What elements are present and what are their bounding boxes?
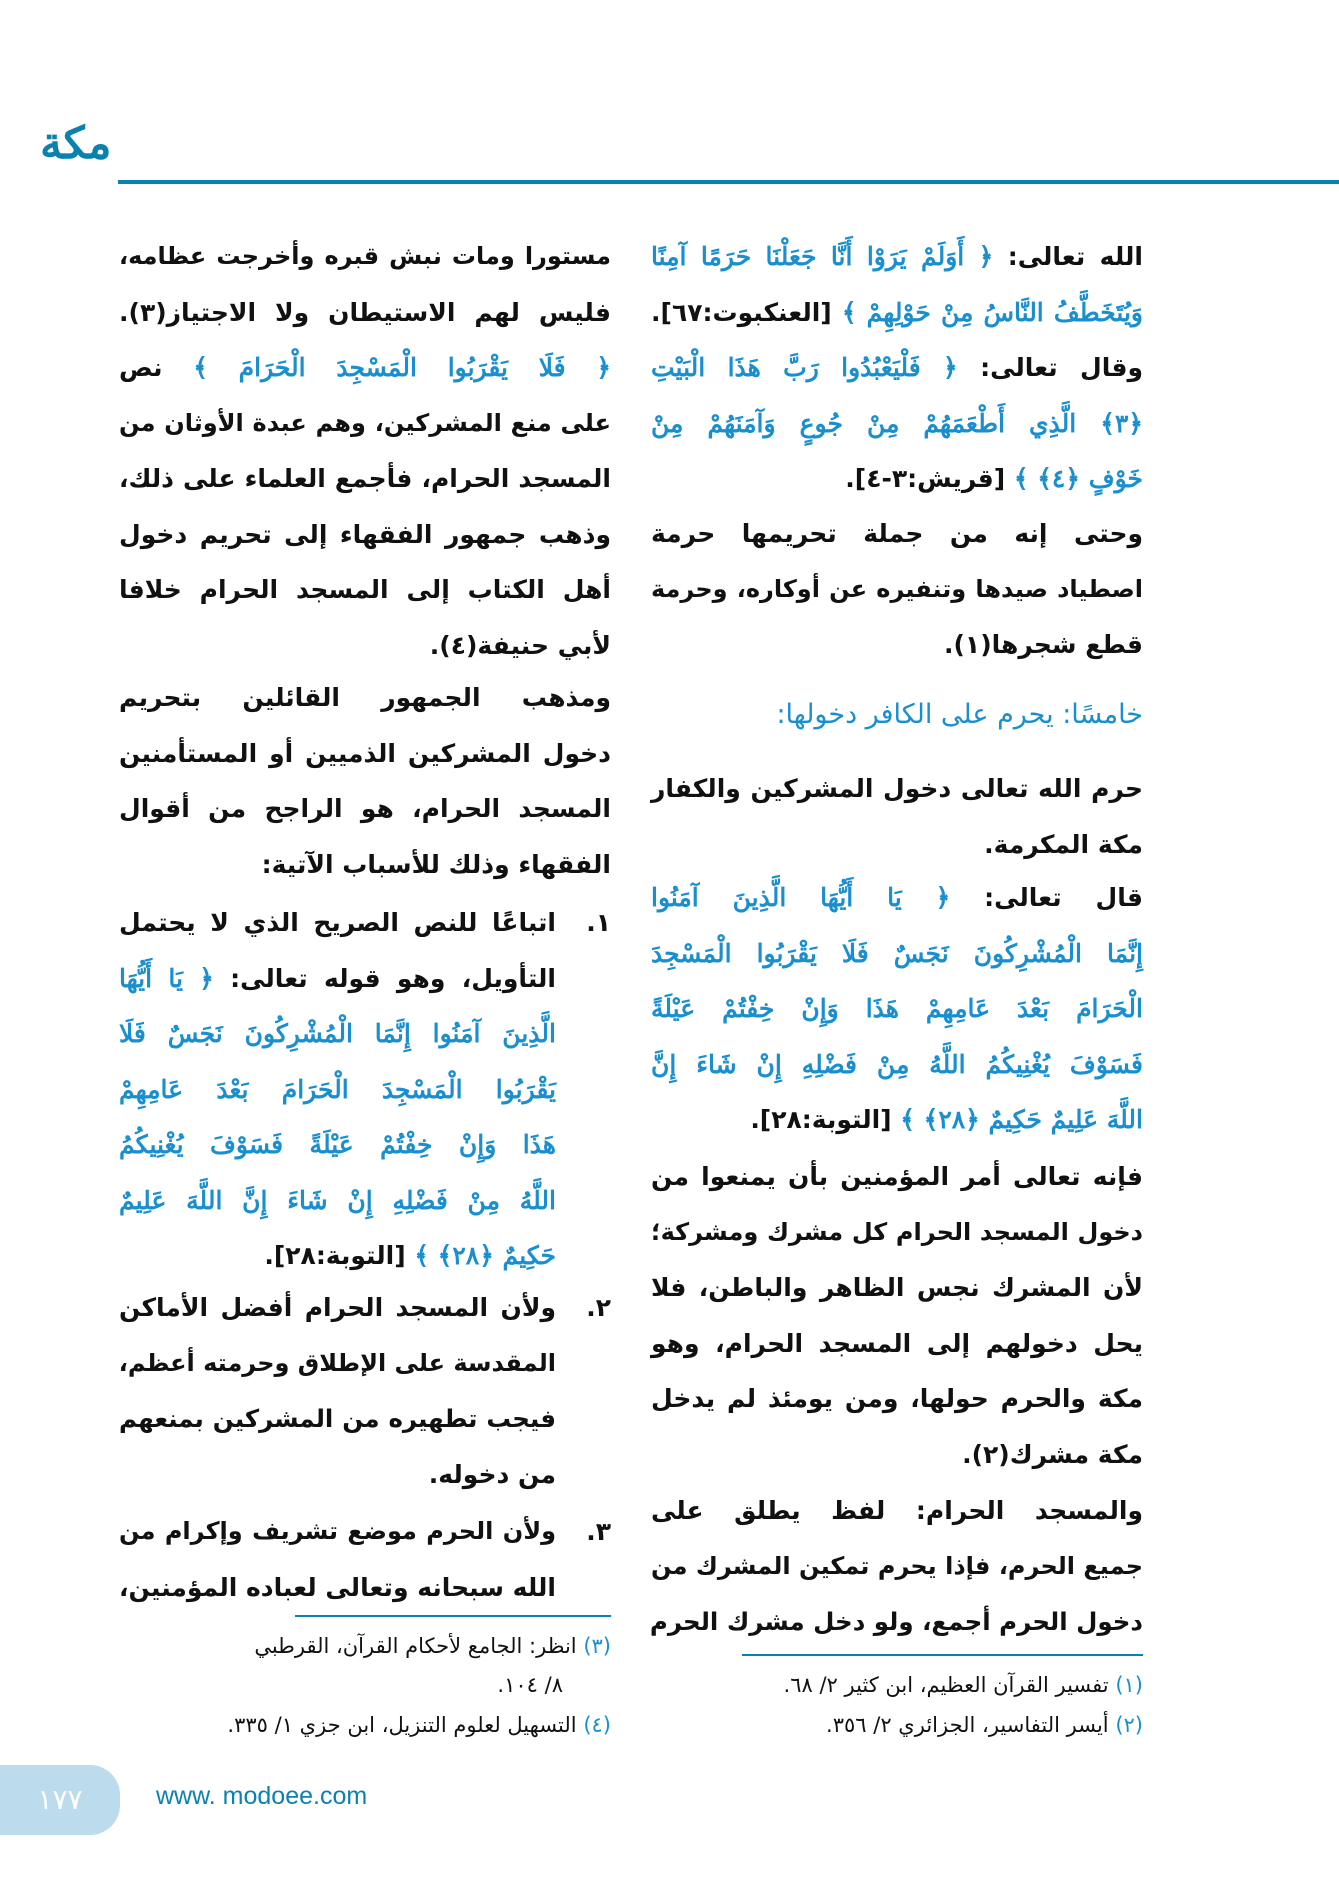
text-line — [119, 618, 611, 674]
quran-verse: ﴿ أَوَلَمْ يَرَوْا أَنَّا جَعَلْنَا حَرَمًا آمِنًا — [651, 242, 994, 271]
text-segment: مكة مشرك(٢). — [962, 1439, 1143, 1469]
text-segment: دخول المشركين الذميين أو المستأمنين — [119, 738, 611, 768]
paragraph — [651, 229, 1143, 507]
text-line — [651, 870, 1143, 926]
text-segment: مكة المكرمة. — [984, 829, 1143, 859]
paragraph — [651, 506, 1143, 673]
quran-verse: الَّذِينَ آمَنُوا إِنَّمَا الْمُشْرِكُونَ نَجَسٌ فَلَا — [119, 1019, 556, 1048]
text-segment: قطع شجرها(١). — [943, 630, 1143, 659]
text-segment: اصطياد صيدها وتنفيره عن أوكاره، وحرمة — [651, 574, 1143, 603]
text-line — [651, 1149, 1143, 1205]
text-line — [119, 1117, 556, 1173]
text-segment: دخول الحرم أجمع، ولو دخل مشرك الحرم — [649, 1607, 1143, 1636]
text-line — [119, 1447, 556, 1503]
text-line — [651, 1371, 1143, 1427]
paragraph — [651, 1483, 1143, 1650]
text-line — [119, 1336, 556, 1392]
text-segment: المسجد الحرام، هو الراجح من أقوال — [119, 794, 611, 823]
footnote-text: تفسير القرآن العظيم، ابن كثير ٢/ ٦٨. — [783, 1673, 1109, 1697]
text-segment: من دخوله. — [428, 1459, 556, 1489]
text-line — [119, 837, 611, 893]
text-segment: يحل دخولهم إلى المسجد الحرام، وهو — [651, 1328, 1143, 1358]
text-line — [119, 340, 611, 396]
footnote — [497, 1666, 563, 1705]
footnote-text: ٨/ ١٠٤. — [497, 1673, 563, 1697]
quran-verse: خَوْفٍ ﴿٤﴾ ﴾ — [1013, 464, 1143, 493]
text-segment: التأويل، وهو قوله تعالى: — [213, 963, 556, 993]
text-line — [651, 617, 1143, 673]
text-segment: والمسجد الحرام: لفظ يطلق على — [651, 1496, 1143, 1525]
quran-verse: اللَّهَ عَلِيمٌ حَكِيمٌ ﴿٢٨﴾ ﴾ — [900, 1105, 1143, 1134]
item-number: ٢. — [586, 1293, 611, 1322]
footnote-number: (١) — [1115, 1673, 1143, 1697]
text-line — [651, 340, 1143, 396]
text-line — [651, 926, 1143, 982]
text-line — [651, 761, 1143, 817]
left-footnote-rule — [295, 1615, 611, 1617]
website-url[interactable]: www. modoee.com — [156, 1782, 368, 1810]
text-segment: الفقهاء وذلك للأسباب الآتية: — [261, 849, 611, 879]
footnote-number: (٤) — [583, 1713, 611, 1737]
text-line — [651, 1316, 1143, 1372]
text-segment: اتباعًا للنص الصريح الذي لا يحتمل — [119, 908, 556, 937]
text-segment: الله تعالى: — [993, 242, 1143, 271]
text-line — [119, 781, 611, 837]
quran-verse: ﴿ يَا أَيُّهَا الَّذِينَ آمَنُوا — [651, 883, 951, 912]
text-segment: دخول المسجد الحرام كل مشرك ومشركة؛ — [651, 1217, 1143, 1246]
footnote-number: (٣) — [583, 1634, 611, 1658]
text-line — [119, 1173, 556, 1229]
text-line — [651, 1260, 1143, 1316]
text-line — [119, 451, 611, 507]
numbered-item — [119, 1504, 611, 1615]
text-segment: الله سبحانه وتعالى لعباده المؤمنين، — [119, 1572, 556, 1602]
quran-verse: الْحَرَامَ بَعْدَ عَامِهِمْ هَذَا وَإِنْ خِفْتُمْ عَيْلَةً — [651, 994, 1143, 1023]
text-line — [651, 229, 1143, 285]
text-line — [651, 562, 1143, 618]
text-segment: [التوبة:٢٨]. — [750, 1105, 901, 1134]
numbered-item — [119, 1280, 611, 1502]
text-line — [651, 1037, 1143, 1093]
header-rule — [118, 180, 1339, 184]
paragraph — [651, 1149, 1143, 1482]
text-line — [651, 1205, 1143, 1261]
text-segment: [العنكبوت:٦٧]. — [651, 297, 842, 327]
text-line — [651, 687, 1143, 743]
text-segment: لأن المشرك نجس الظاهر والباطن، فلا — [651, 1273, 1143, 1302]
paragraph — [119, 229, 611, 673]
footnote — [254, 1627, 611, 1666]
quran-verse: هَذَا وَإِنْ خِفْتُمْ عَيْلَةً فَسَوْفَ يُغْنِيكُمُ — [119, 1130, 556, 1159]
text-segment: لأبي حنيفة(٤). — [429, 630, 611, 660]
text-line — [119, 670, 611, 726]
text-segment: فيجب تطهيره من المشركين بمنعهم — [119, 1404, 556, 1433]
text-line — [119, 507, 611, 563]
text-line — [651, 1594, 1143, 1650]
item-number: ١. — [586, 908, 611, 937]
text-segment: جميع الحرم، فإذا يحرم تمكين المشرك من — [651, 1551, 1143, 1580]
text-line — [119, 1228, 556, 1284]
numbered-item — [119, 895, 611, 1284]
text-line — [119, 1391, 556, 1447]
text-line — [119, 895, 556, 951]
text-segment: فليس لهم الاستيطان ولا الاجتياز(٣). — [119, 297, 611, 327]
footnote — [826, 1706, 1143, 1745]
text-segment: ومذهب الجمهور القائلين بتحريم — [119, 683, 611, 712]
text-segment: مكة والحرم حولها، ومن يومئذ لم يدخل — [651, 1384, 1143, 1413]
paragraph — [651, 761, 1143, 872]
text-line — [651, 1483, 1143, 1539]
section-heading — [651, 687, 1143, 743]
text-segment: [التوبة:٢٨]. — [264, 1241, 415, 1270]
quran-verse: وَيُتَخَطَّفُ النَّاسُ مِنْ حَوْلِهِمْ ﴾ — [841, 297, 1143, 327]
text-segment: وحتى إنه من جملة تحريمها حرمة — [651, 519, 1143, 548]
paragraph — [651, 870, 1143, 1148]
quran-verse: إِنَّمَا الْمُشْرِكُونَ نَجَسٌ فَلَا يَقْرَبُوا الْمَسْجِدَ — [651, 938, 1143, 968]
footnote — [784, 1666, 1143, 1705]
text-line — [651, 817, 1143, 873]
text-line — [651, 451, 1143, 507]
right-footnote-rule — [742, 1654, 1143, 1656]
text-segment: ولأن الحرم موضع تشريف وإكرام من — [119, 1517, 556, 1545]
text-line — [119, 951, 556, 1007]
text-segment: فإنه تعالى أمر المؤمنين بأن يمنعوا من — [651, 1162, 1143, 1191]
book-logo: مكة — [40, 118, 112, 169]
quran-verse: حَكِيمٌ ﴿٢٨﴾ ﴾ — [414, 1241, 556, 1270]
text-line — [651, 981, 1143, 1037]
text-line — [119, 726, 611, 782]
quran-verse: ﴿ يَا أَيُّهَا — [119, 963, 214, 993]
quran-verse: اللَّهُ مِنْ فَضْلِهِ إِنْ شَاءَ إِنَّ اللَّهَ عَلِيمٌ — [119, 1185, 556, 1215]
quran-verse: ﴿ فَلَا يَقْرَبُوا الْمَسْجِدَ الْحَرَامَ ﴾ — [193, 353, 611, 382]
text-segment: خامسًا: يحرم على الكافر دخولها: — [776, 699, 1143, 730]
text-line — [119, 1006, 556, 1062]
footnote-text: انظر: الجامع لأحكام القرآن، القرطبي — [254, 1634, 577, 1658]
text-segment: مستورا ومات نبش قبره وأخرجت عظامه، — [119, 242, 611, 270]
quran-verse: ﴿٣﴾ الَّذِي أَطْعَمَهُمْ مِنْ جُوعٍ وَآمَنَهُمْ مِنْ — [651, 408, 1143, 438]
text-line — [651, 396, 1143, 452]
text-segment: ولأن المسجد الحرام أفضل الأماكن — [119, 1293, 556, 1322]
text-line — [651, 1427, 1143, 1483]
text-line — [119, 1560, 556, 1616]
text-line — [651, 1092, 1143, 1148]
text-line — [119, 1504, 556, 1560]
text-segment: حرم الله تعالى دخول المشركين والكفار — [651, 774, 1143, 803]
footnote-text: أيسر التفاسير، الجزائري ٢/ ٣٥٦. — [826, 1713, 1109, 1737]
text-line — [651, 1539, 1143, 1595]
text-segment: أهل الكتاب إلى المسجد الحرام خلافا — [119, 575, 611, 604]
text-segment: وذهب جمهور الفقهاء إلى تحريم دخول — [119, 519, 611, 549]
text-segment: على منع المشركين، وهم عبدة الأوثان من — [119, 408, 611, 437]
text-line — [119, 396, 611, 452]
text-segment: وقال تعالى: — [957, 353, 1143, 382]
text-line — [119, 1062, 556, 1118]
text-line — [651, 285, 1143, 341]
text-line — [119, 285, 611, 341]
item-number: ٣. — [586, 1517, 611, 1546]
paragraph — [119, 670, 611, 892]
text-line — [119, 1280, 556, 1336]
text-segment: نص — [119, 353, 194, 382]
footnote-text: التسهيل لعلوم التنزيل، ابن جزي ١/ ٣٣٥. — [227, 1713, 577, 1737]
text-segment: قال تعالى: — [950, 883, 1143, 912]
footnote — [227, 1706, 611, 1745]
text-line — [119, 562, 611, 618]
text-segment: المقدسة على الإطلاق وحرمته أعظم، — [118, 1348, 556, 1377]
quran-verse: ﴿ فَلْيَعْبُدُوا رَبَّ هَذَا الْبَيْتِ — [651, 353, 958, 382]
page-number: ١٧٧ — [0, 1765, 120, 1835]
text-line — [651, 506, 1143, 562]
quran-verse: يَقْرَبُوا الْمَسْجِدَ الْحَرَامَ بَعْدَ عَامِهِمْ — [119, 1074, 556, 1104]
footnote-number: (٢) — [1115, 1713, 1143, 1737]
quran-verse: فَسَوْفَ يُغْنِيكُمُ اللَّهُ مِنْ فَضْلِهِ إِنْ شَاءَ إِنَّ — [651, 1049, 1143, 1079]
text-line — [119, 229, 611, 285]
text-segment: المسجد الحرام، فأجمع العلماء على ذلك، — [119, 464, 611, 493]
text-segment: [قريش:٣-٤]. — [845, 464, 1014, 493]
